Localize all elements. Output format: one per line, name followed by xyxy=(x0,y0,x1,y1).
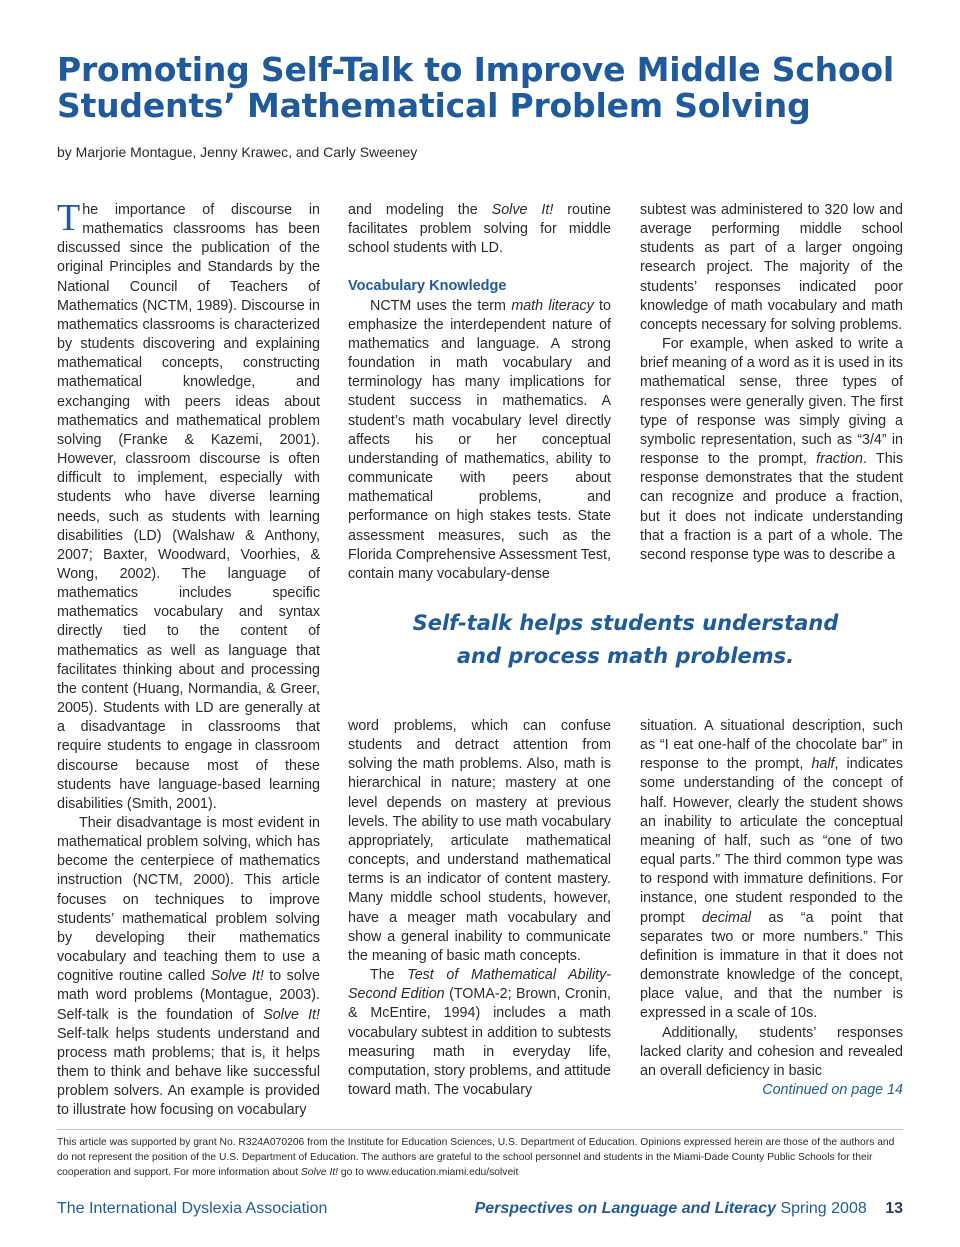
footnote xyxy=(57,1135,903,1180)
paragraph xyxy=(348,297,611,584)
paragraph-text: , indicates some understanding of the concept of half. However, clearly the student shows an inability to articulate the conceptual meaning of half, such as “one of two equal parts.” The third common type was to respond with immature definitions. For instance, one student responded to the prompt xyxy=(640,756,903,926)
drop-cap: T xyxy=(57,197,81,239)
paragraph-text: . This response demonstrates that the student can recognize and produce a fraction, but it does not indicate understanding that a fraction is a part of a whole. The second response type was to describe a xyxy=(640,451,903,563)
footer-publication xyxy=(475,1200,903,1218)
paragraph-text: The xyxy=(370,967,408,984)
emphasis: math literacy xyxy=(511,297,594,314)
paragraph-text: Their disadvantage is most evident in mathematical problem solving, which has become the centerpiece of mathematics instruction (NCTM, 2000). This article focuses on techniques to improve students’ mathematical problem solving by developing their mathematics vocabulary and teaching them to use a cognitive routine called xyxy=(57,815,320,985)
article-title xyxy=(57,52,917,124)
paragraph-text: to emphasize the interdependent nature of mathematics and language. A strong foundation in math vocabulary and terminology has many implications for student success in mathematics. A student’s math vocabulary level directly affects his or her conceptual understanding of mathematics, ability to communicate with peers about mathematical problems, and performance on high stakes tests. State assessment measures, such as the Florida Comprehensive Assessment Test, contain many vocabulary-dense xyxy=(348,297,611,582)
column-3-bottom xyxy=(640,717,903,1100)
section-heading: Vocabulary Knowledge xyxy=(348,278,507,295)
paragraph xyxy=(640,335,903,565)
column-3-top xyxy=(640,201,903,565)
paragraph-text: situation. A situational description, such as “I eat one-half of the chocolate bar” in response to the prompt, xyxy=(640,718,903,773)
paragraph: subtest was administered to 320 low and average performing middle school students as part of a larger ongoing research project. The majority of the students’ responses indicated poor knowledge of math vocabulary and math concepts necessary for solving problems. xyxy=(640,202,903,333)
page-number: 13 xyxy=(885,1200,903,1217)
issue-season: Spring 2008 xyxy=(780,1200,867,1217)
column-2-top xyxy=(348,201,611,584)
emphasis: Solve It! xyxy=(491,202,554,218)
emphasis: decimal xyxy=(701,909,752,926)
title-line-2: Students’ Mathematical Problem Solving xyxy=(57,86,811,125)
paragraph xyxy=(57,814,320,1121)
paragraph-text: as “a point that separates two or more numbers.” This definition is immature in that it does not demonstrate knowledge of the concept, place value, and that the number is expressed in a scale of 10s. xyxy=(640,909,903,1022)
paragraph-text: NCTM uses the term xyxy=(370,297,512,314)
paragraph-text: he importance of discourse in mathematics classrooms has been discussed since the publication of the original Principles and Standards by the National Council of Teachers of Mathematics (NCTM, 1989). Discourse in mathematics classrooms is characterized by students discovering and explaining mathematical concepts, constructing mathematical knowledge, and exchanging with peers ideas about mathematics and mathematical problem solving (Franke & Kazemi, 2001). However, classroom discourse is often difficult to implement, especially with students who have diverse learning needs, such as students with learning disabilities (LD) (Walshaw & Anthony, 2007; Baxter, Woodward, Voorhies, & Wong, 2002). The language of mathematics includes specific mathematics vocabulary and syntax directly tied to the content of mathematics as well as language that facilitates thinking about and processing the content (Huang, Normandia, & Greer, 2005). Students with LD are generally at a disadvantage in classrooms that require students to engage in classroom discourse because most of these students have language-based learning disabilities (Smith, 2001). xyxy=(57,202,320,812)
paragraph xyxy=(348,966,611,1100)
paragraph-text: routine facilitates problem solving for middle school students with LD. xyxy=(348,202,611,257)
paragraph xyxy=(57,197,320,814)
column-1 xyxy=(57,197,320,1121)
emphasis: Solve It! xyxy=(210,968,264,985)
emphasis: Solve It! xyxy=(300,1167,339,1178)
paragraph xyxy=(640,717,903,1024)
byline: by Marjorie Montague, Jenny Krawec, and Carly Sweeney xyxy=(57,144,418,160)
paragraph-text: (TOMA-2; Brown, Cronin, & McEntire, 1994) includes a math vocabulary subtest in addition to subtests measuring math in everyday life, computation, story problems, and attitude toward math. The vocabulary xyxy=(348,986,611,1098)
paragraph-text: Self-talk helps students understand and process math problems; that is, it helps them to think and behave like successful problem solvers. An example is provided to illustrate how focusing on vocabulary xyxy=(57,1025,320,1119)
pull-quote-line-1: Self-talk helps students understand xyxy=(412,611,839,635)
publication-name: Perspectives on Language and Literacy xyxy=(474,1200,776,1217)
pull-quote-line-2: and process math problems. xyxy=(456,644,795,668)
column-2-bottom xyxy=(348,717,611,1100)
footnote-divider xyxy=(57,1129,903,1130)
paragraph-text: to solve math word problems (Montague, 2003). Self-talk is the foundation of xyxy=(57,968,320,1023)
emphasis: half xyxy=(811,756,835,773)
paragraph: word problems, which can confuse students and detract attention from solving the math problems. Also, math is hierarchical in nature; mastery at one level depends on mastery at previous levels. The ability to use math vocabulary appropriately, articulate mathematical concepts, and understand mathematical terms is an indicator of content mastery. Many middle school students, however, have a meager math vocabulary and show a general inability to communicate the meaning of basic math concepts. xyxy=(348,718,611,964)
paragraph: Additionally, students’ responses lacked clarity and cohesion and revealed an overall deficiency in basic xyxy=(640,1024,903,1079)
paragraph xyxy=(348,201,611,258)
continued-link[interactable]: Continued on page 14 xyxy=(762,1081,903,1098)
paragraph-text: and modeling the xyxy=(348,202,492,218)
emphasis: Solve It! xyxy=(263,1006,320,1023)
emphasis: fraction xyxy=(816,451,863,468)
title-line-1: Promoting Self-Talk to Improve Middle School xyxy=(57,50,895,89)
emphasis: Test of Mathematical Ability-Second Edition xyxy=(348,967,611,1003)
paragraph-text: For example, when asked to write a brief meaning of a word as it is used in its mathematical sense, three types of responses were generally given. The first type of response was simply giving a symbolic representation, such as “3/4” in response to the prompt, xyxy=(640,336,903,468)
footer-organization: The International Dyslexia Association xyxy=(57,1200,328,1217)
footnote-text: This article was supported by grant No. R324A070206 from the Institute for Education Sciences, U.S. Department of Education. Opinions expressed herein are those of the authors and do not represent the position of the U.S. Department of Education. The authors are grateful to the school personnel and students in the Miami-Dade County Public Schools for their cooperation and support. For more information about xyxy=(57,1137,895,1178)
pull-quote xyxy=(348,607,903,673)
footnote-text: go to www.education.miami.edu/solveit xyxy=(338,1167,519,1178)
